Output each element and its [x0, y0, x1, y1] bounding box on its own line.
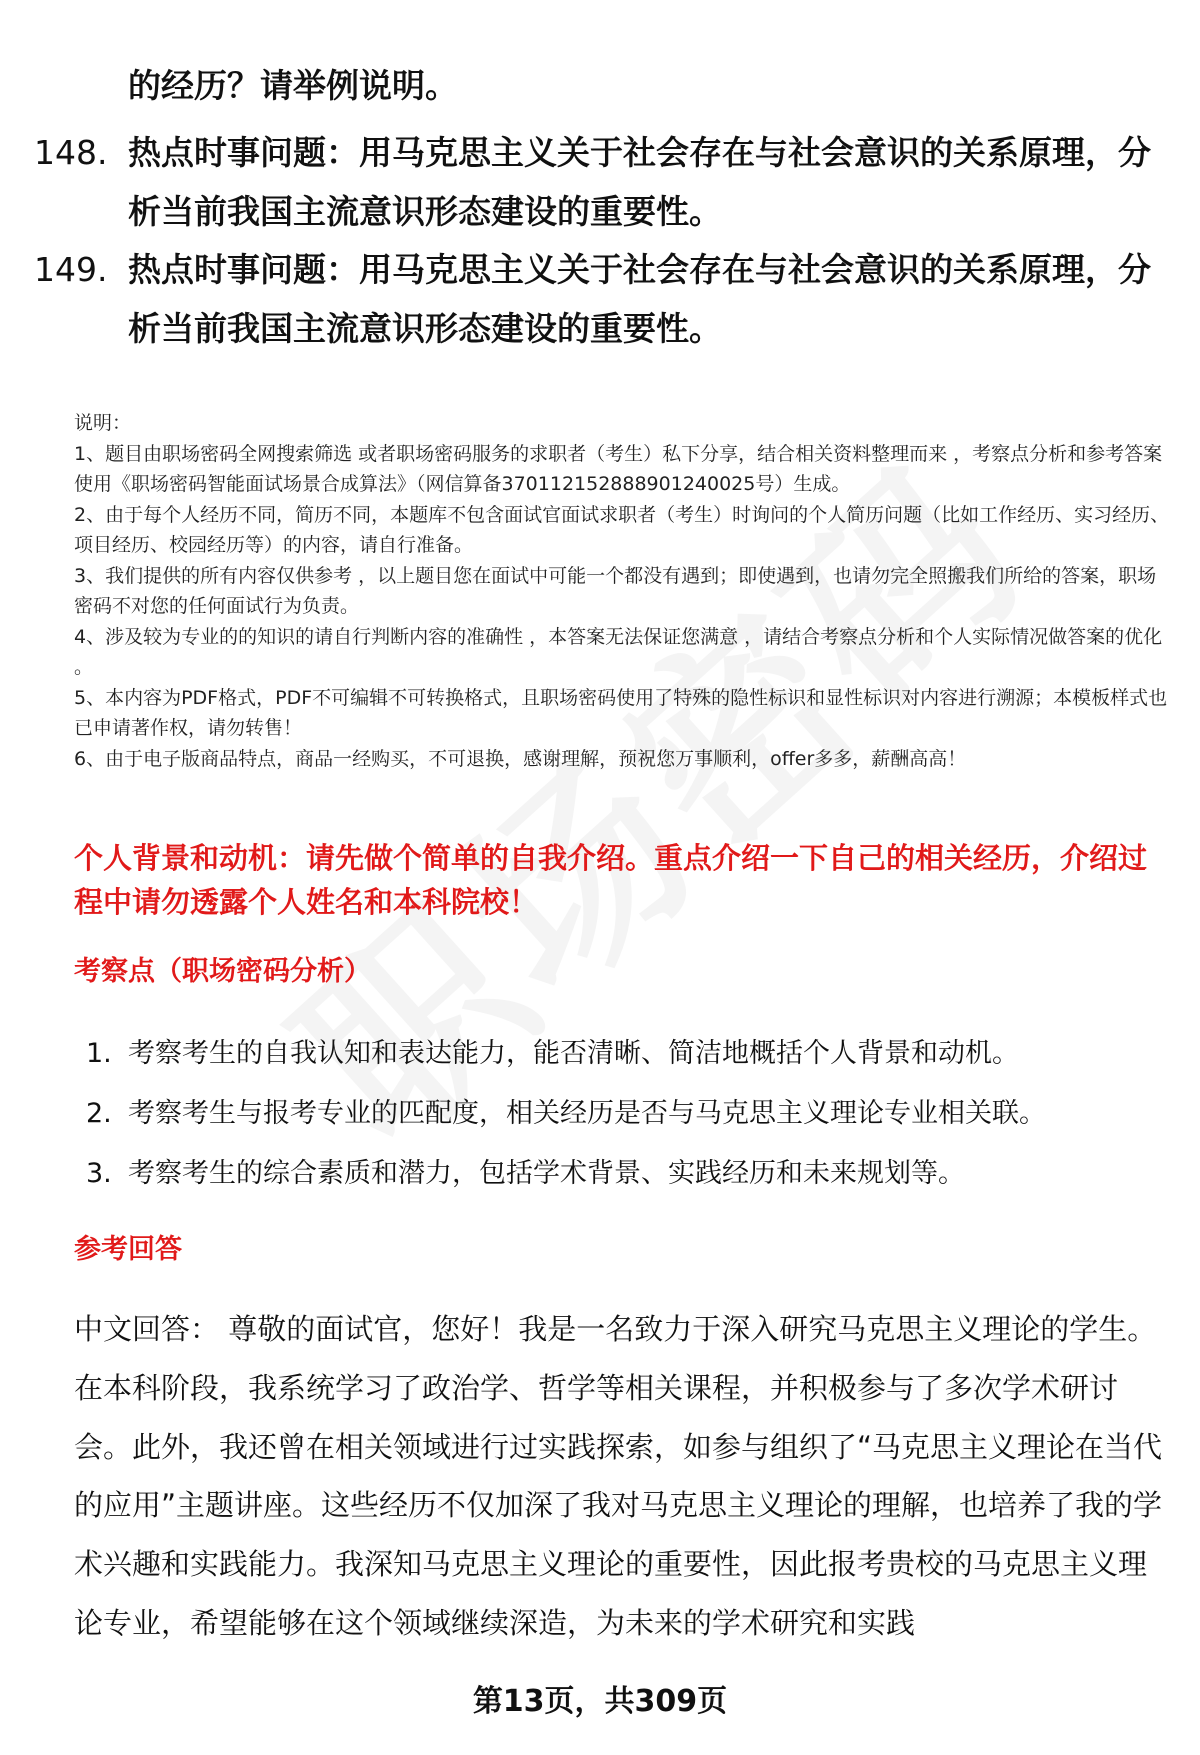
question-number: 148.	[34, 133, 108, 172]
point-number: 2.	[86, 1098, 112, 1129]
background-question: 个人背景和动机：请先做个简单的自我介绍。重点介绍一下自己的相关经历，介绍过程中请勿透露个人姓名和本科院校！	[74, 841, 1148, 919]
analysis-heading: 考察点（职场密码分析）	[74, 956, 371, 987]
notes-section	[74, 408, 1174, 774]
question-item	[34, 240, 1164, 358]
note-item: 1、题目由职场密码全网搜索筛选 或者职场密码服务的求职者（考生）私下分享，结合相关资料整理而来 ，考察点分析和参考答案使用《职场密码智能面试场景合成算法》（网信算备370112152888901240025号）生成。	[74, 442, 1163, 495]
analysis-point	[86, 1024, 1176, 1084]
analysis-point	[86, 1084, 1176, 1144]
reference-answer	[74, 1300, 1164, 1653]
note-item: 6、由于电子版商品特点，商品一经购买，不可退换，感谢理解，预祝您万事顺利，offer多多，薪酬高高！	[74, 747, 967, 770]
question-item	[34, 123, 1164, 241]
reference-heading: 参考回答	[74, 1234, 182, 1265]
point-number: 1.	[86, 1038, 112, 1069]
note-item: 2、由于每个人经历不同，简历不同，本题库不包含面试官面试求职者（考生）时询问的个人简历问题（比如工作经历、实习经历、项目经历、校园经历等）的内容，请自行准备。	[74, 503, 1170, 556]
analysis-point	[86, 1144, 1176, 1204]
question-continuation: 的经历？请举例说明。	[128, 66, 458, 105]
question-number: 149.	[34, 250, 108, 289]
point-text: 考察考生与报考专业的匹配度，相关经历是否与马克思主义理论专业相关联。	[128, 1098, 1046, 1129]
point-text: 考察考生的自我认知和表达能力，能否清晰、简洁地概括个人背景和动机。	[128, 1038, 1019, 1069]
page-footer: 第13页，共309页	[472, 1684, 728, 1719]
point-text: 考察考生的综合素质和潜力，包括学术背景、实践经历和未来规划等。	[128, 1158, 965, 1189]
note-item: 5、本内容为PDF格式，PDF不可编辑不可转换格式，且职场密码使用了特殊的隐性标识和显性标识对内容进行溯源；本模板样式也已申请著作权，请勿转售！	[74, 686, 1168, 739]
note-item: 3、我们提供的所有内容仅供参考 ，以上题目您在面试中可能一个都没有遇到；即使遇到，也请勿完全照搬我们所给的答案，职场密码不对您的任何面试行为负责。	[74, 564, 1157, 617]
analysis-list	[86, 1024, 1176, 1204]
note-item: 4、涉及较为专业的的知识的请自行判断内容的准确性 ，本答案无法保证您满意 ，请结合考察点分析和个人实际情况做答案的优化 。	[74, 625, 1163, 678]
notes-title: 说明：	[74, 412, 132, 434]
answer-text: 中文回答： 尊敬的面试官，您好！我是一名致力于深入研究马克思主义理论的学生。在本科阶段，我系统学习了政治学、哲学等相关课程，并积极参与了多次学术研讨会。此外，我还曾在相关领域进行过实践探索，如参与组织了“马克思主义理论在当代的应用”主题讲座。这些经历不仅加深了我对马克思主义理论的理解，也培养了我的学术兴趣和实践能力。我深知马克思主义理论的重要性，因此报考贵校的马克思主义理论专业，希望能够在这个领域继续深造，为未来的学术研究和实践	[74, 1312, 1163, 1640]
point-number: 3.	[86, 1158, 112, 1189]
question-text: 热点时事问题：用马克思主义关于社会存在与社会意识的关系原理，分析当前我国主流意识形态建设的重要性。	[128, 250, 1151, 348]
question-text: 热点时事问题：用马克思主义关于社会存在与社会意识的关系原理，分析当前我国主流意识形态建设的重要性。	[128, 133, 1151, 231]
